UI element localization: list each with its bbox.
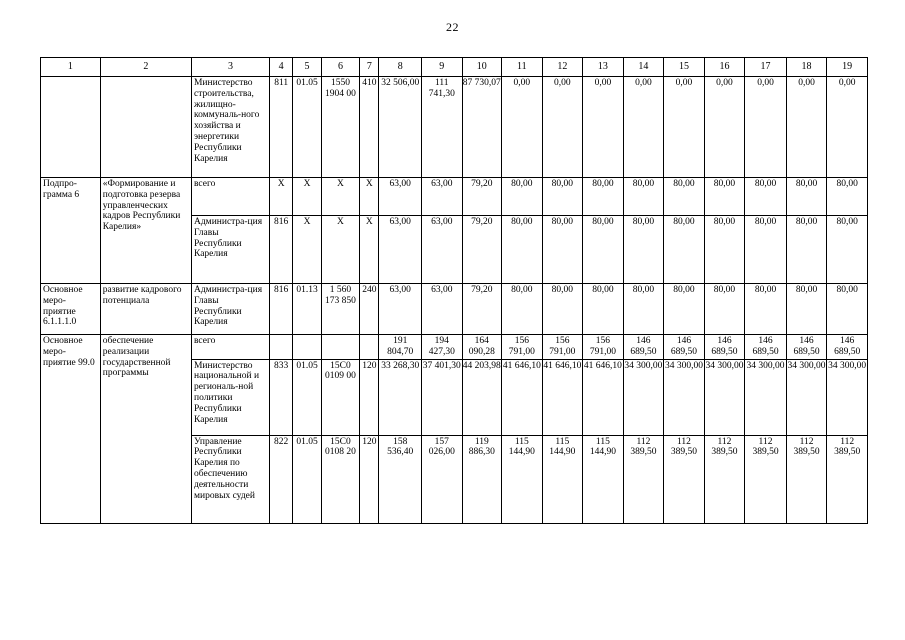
value-cell: 146 689,50 [664,335,705,360]
code-cell: 15С0 0109 00 [321,359,360,435]
code-cell [360,335,379,360]
code-cell: 15С0 0108 20 [321,435,360,523]
value-cell: 63,00 [379,284,422,335]
value-cell: 63,00 [422,284,463,335]
value-cell: 115 144,90 [583,435,624,523]
value-cell: 41 646,10 [542,359,583,435]
program-code-cell: Основное меро-приятие 99.0 [41,335,101,524]
col-header: 14 [623,58,664,77]
col-header: 7 [360,58,379,77]
value-cell: 80,00 [542,178,583,216]
value-cell: 80,00 [827,216,868,284]
value-cell: 34 300,00 [623,359,664,435]
value-cell: 80,00 [502,284,543,335]
table-body [41,77,868,524]
value-cell: 80,00 [583,216,624,284]
value-cell: 80,00 [542,284,583,335]
value-cell: 80,00 [745,216,787,284]
value-cell: 80,00 [623,284,664,335]
value-cell: 63,00 [379,178,422,216]
value-cell: 0,00 [623,77,664,178]
code-cell: 120 [360,435,379,523]
value-cell: 80,00 [786,216,827,284]
program-name-cell: развитие кадрового потенциала [100,284,191,335]
value-cell: 80,00 [664,216,705,284]
executor-cell: Администра-ция Главы Республики Карелия [191,284,269,335]
table-row [41,335,868,360]
value-cell: 112 389,50 [704,435,745,523]
col-header: 19 [827,58,868,77]
table-row [41,178,868,216]
value-cell: 112 389,50 [745,435,787,523]
value-cell: 0,00 [827,77,868,178]
value-cell: 156 791,00 [583,335,624,360]
value-cell: 87 730,07 [462,77,502,178]
value-cell: 37 401,30 [422,359,463,435]
value-cell: 80,00 [623,216,664,284]
code-cell: 1 560 173 850 [321,284,360,335]
col-header: 9 [422,58,463,77]
value-cell: 34 300,00 [827,359,868,435]
col-header: 5 [293,58,321,77]
value-cell: 79,20 [462,216,502,284]
value-cell: 112 389,50 [623,435,664,523]
code-cell: 01.05 [293,435,321,523]
code-cell: 816 [270,284,293,335]
col-header: 16 [704,58,745,77]
code-cell: 1550 1904 00 [321,77,360,178]
value-cell: 80,00 [827,284,868,335]
code-cell: X [360,216,379,284]
col-header: 6 [321,58,360,77]
value-cell: 34 300,00 [786,359,827,435]
value-cell: 79,20 [462,284,502,335]
code-cell: X [360,178,379,216]
code-cell: X [321,178,360,216]
budget-table [40,57,868,524]
page-number: 22 [446,20,459,34]
value-cell: 41 646,10 [583,359,624,435]
value-cell: 80,00 [745,178,787,216]
executor-cell: всего [191,335,269,360]
value-cell: 33 268,30 [379,359,422,435]
value-cell: 191 804,70 [379,335,422,360]
value-cell: 80,00 [664,178,705,216]
code-cell: 410 [360,77,379,178]
col-header: 1 [41,58,101,77]
code-cell: 833 [270,359,293,435]
value-cell: 112 389,50 [827,435,868,523]
program-name-cell [100,77,191,178]
value-cell: 146 689,50 [623,335,664,360]
code-cell: X [270,178,293,216]
executor-cell: Министерство строительства, жилищно-коммуналь-ного хозяйства и энергетики Республики Карелия [191,77,269,178]
value-cell: 112 389,50 [664,435,705,523]
value-cell: 80,00 [704,178,745,216]
code-cell: 01.13 [293,284,321,335]
value-cell: 112 389,50 [786,435,827,523]
value-cell: 0,00 [542,77,583,178]
value-cell: 63,00 [379,216,422,284]
code-cell: X [321,216,360,284]
value-cell: 164 090,28 [462,335,502,360]
value-cell: 146 689,50 [704,335,745,360]
value-cell: 0,00 [583,77,624,178]
value-cell: 157 026,00 [422,435,463,523]
program-code-cell [41,77,101,178]
value-cell: 0,00 [502,77,543,178]
value-cell: 80,00 [786,178,827,216]
col-header: 17 [745,58,787,77]
table-row [41,284,868,335]
value-cell: 80,00 [502,216,543,284]
col-header: 12 [542,58,583,77]
value-cell: 41 646,10 [502,359,543,435]
code-cell: 240 [360,284,379,335]
value-cell: 115 144,90 [502,435,543,523]
value-cell: 34 300,00 [745,359,787,435]
executor-cell: всего [191,178,269,216]
value-cell: 115 144,90 [542,435,583,523]
value-cell: 80,00 [542,216,583,284]
value-cell: 80,00 [704,284,745,335]
program-name-cell: «Формирование и подготовка резерва управленческих кадров Республики Карелия» [100,178,191,284]
value-cell: 80,00 [827,178,868,216]
code-cell: 811 [270,77,293,178]
executor-cell: Управление Республики Карелия по обеспечению деятельности мировых судей [191,435,269,523]
value-cell: 0,00 [664,77,705,178]
value-cell: 111 741,30 [422,77,463,178]
value-cell: 80,00 [502,178,543,216]
code-cell: 120 [360,359,379,435]
value-cell: 0,00 [745,77,787,178]
code-cell [270,335,293,360]
col-header: 10 [462,58,502,77]
program-name-cell: обеспечение реализации государственной программы [100,335,191,524]
value-cell: 158 536,40 [379,435,422,523]
code-cell: 822 [270,435,293,523]
value-cell: 119 886,30 [462,435,502,523]
value-cell: 80,00 [745,284,787,335]
code-cell: X [293,178,321,216]
value-cell: 146 689,50 [786,335,827,360]
value-cell: 80,00 [623,178,664,216]
value-cell: 0,00 [786,77,827,178]
value-cell: 79,20 [462,178,502,216]
code-cell: 01.05 [293,77,321,178]
executor-cell: Министерство национальной и региональ-ной политики Республики Карелия [191,359,269,435]
value-cell: 80,00 [583,178,624,216]
value-cell: 80,00 [786,284,827,335]
col-header: 3 [191,58,269,77]
value-cell: 156 791,00 [542,335,583,360]
col-header: 2 [100,58,191,77]
code-cell [321,335,360,360]
col-header: 18 [786,58,827,77]
code-cell: 816 [270,216,293,284]
code-cell [293,335,321,360]
value-cell: 146 689,50 [827,335,868,360]
executor-cell: Администра-ция Главы Республики Карелия [191,216,269,284]
value-cell: 80,00 [664,284,705,335]
value-cell: 194 427,30 [422,335,463,360]
value-cell: 80,00 [583,284,624,335]
col-header: 15 [664,58,705,77]
col-header: 13 [583,58,624,77]
value-cell: 32 506,00 [379,77,422,178]
col-header: 11 [502,58,543,77]
program-code-cell: Подпро-грамма 6 [41,178,101,284]
value-cell: 146 689,50 [745,335,787,360]
value-cell: 34 300,00 [704,359,745,435]
col-header: 4 [270,58,293,77]
code-cell: 01.05 [293,359,321,435]
value-cell: 34 300,00 [664,359,705,435]
value-cell: 44 203,98 [462,359,502,435]
value-cell: 80,00 [704,216,745,284]
table-row [41,77,868,178]
value-cell: 0,00 [704,77,745,178]
header-row [41,58,868,77]
value-cell: 156 791,00 [502,335,543,360]
program-code-cell: Основное меро-приятие 6.1.1.1.0 [41,284,101,335]
value-cell: 63,00 [422,178,463,216]
col-header: 8 [379,58,422,77]
code-cell: X [293,216,321,284]
value-cell: 63,00 [422,216,463,284]
